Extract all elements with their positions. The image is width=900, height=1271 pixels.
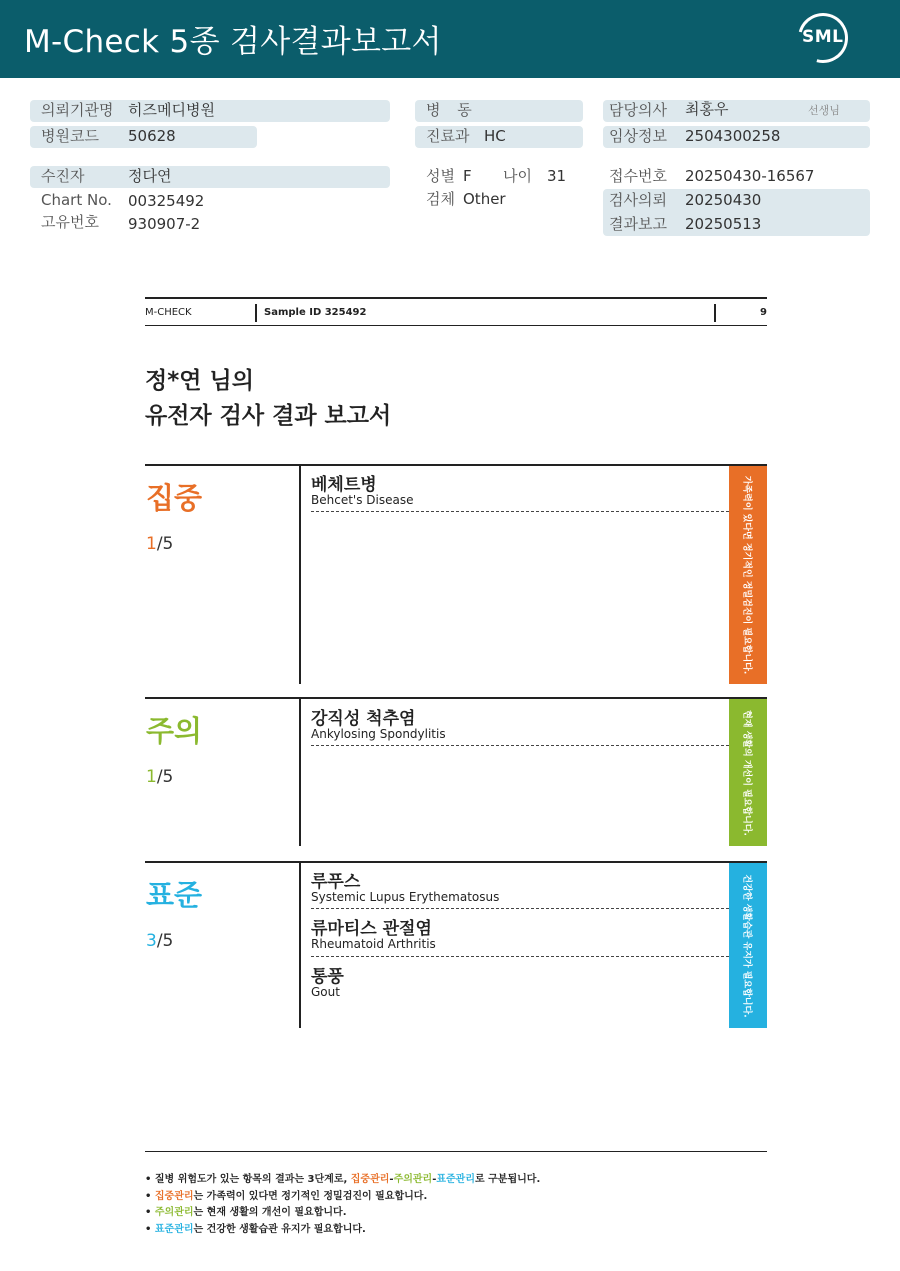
reception-label: 접수번호: [609, 167, 667, 185]
patient-value: 정다연: [128, 167, 172, 185]
header-bar: [0, 0, 900, 78]
logo-text: SML: [802, 27, 844, 47]
chart-label: Chart No.: [41, 191, 112, 209]
standard-count-highlight: 3: [146, 931, 157, 951]
disease-divider: [311, 956, 729, 957]
institution-label: 의뢰기관명: [41, 101, 114, 119]
footnote-dash: -: [432, 1174, 437, 1185]
hospital-code-value: 50628: [128, 127, 176, 145]
footnote-caution: 주의관리: [154, 1207, 194, 1218]
sml-logo: [794, 11, 854, 65]
report-header-left: M-CHECK: [145, 307, 192, 318]
section-standard-label: 표준: [146, 878, 203, 912]
chart-value: 00325492: [128, 192, 205, 210]
section-caution-divider: [299, 697, 301, 846]
disease-name-en: Behcet's Disease: [311, 493, 414, 507]
disease-name-ko: 베체트병: [311, 475, 377, 495]
footnote-rule: [145, 1151, 767, 1152]
footnote-text: 질병 위험도가 있는 항목의 결과는 3단계로,: [154, 1174, 351, 1185]
sample-id: Sample ID 325492: [264, 307, 367, 318]
hospital-code-label: 병원코드: [41, 127, 99, 145]
sex-value: F: [463, 167, 472, 185]
footnote-text: 는 가족력이 있다면 정기적인 정밀검진이 필요합니다.: [193, 1191, 428, 1202]
footnote-standard: 표준관리: [436, 1174, 475, 1185]
footnote-2: [145, 1187, 427, 1202]
bullet: •: [145, 1174, 152, 1185]
disease-name-ko: 통풍: [311, 967, 344, 987]
doctor-label: 담당의사: [609, 101, 667, 119]
result-label: 결과보고: [609, 215, 667, 233]
disease-name-ko: 강직성 척추염: [311, 709, 416, 729]
footnote-4: [145, 1220, 366, 1235]
institution-value: 히즈메디병원: [128, 101, 215, 119]
section-focus-sidebar: [729, 466, 767, 684]
ward-label: 병 동: [426, 101, 478, 119]
disease-name-ko: 루푸스: [311, 872, 361, 892]
request-label: 검사의뢰: [609, 191, 667, 209]
disease-name-en: Systemic Lupus Erythematosus: [311, 890, 500, 904]
section-standard-divider: [299, 861, 301, 1028]
bullet: •: [145, 1207, 152, 1218]
section-focus-count: [146, 534, 173, 554]
result-value: 20250513: [685, 215, 762, 233]
doctor-value: 최홍우: [685, 100, 729, 118]
disease-name-ko: 류마티스 관절염: [311, 919, 432, 939]
request-value: 20250430: [685, 191, 762, 209]
footnote-standard: 표준관리: [154, 1224, 194, 1235]
footnote-caution: 주의관리: [393, 1174, 433, 1185]
section-focus-top-rule: [145, 464, 767, 466]
report-title-line1: 정*연 님의: [145, 368, 254, 394]
disease-name-en: Rheumatoid Arthritis: [311, 937, 436, 951]
header-separator: [714, 304, 716, 322]
age-label: 나이: [503, 167, 532, 185]
caution-count-highlight: 1: [146, 767, 157, 787]
unique-value: 930907-2: [128, 215, 201, 233]
caution-count-total: /5: [156, 767, 174, 787]
focus-side-note: 가족력이 있다면 정기적인 정밀검진이 필요합니다.: [741, 475, 752, 675]
focus-count-highlight: 1: [146, 534, 157, 554]
standard-count-total: /5: [156, 931, 174, 951]
report-header-bottom-rule: [145, 325, 767, 326]
unique-label: 고유번호: [41, 213, 99, 231]
footnote-text: 는 현재 생활의 개선이 필요합니다.: [193, 1207, 347, 1218]
disease-divider: [311, 908, 729, 909]
report-title-line2: 유전자 검사 결과 보고서: [145, 403, 392, 429]
footnote-text: 로 구분됩니다.: [475, 1174, 541, 1185]
section-caution-count: [146, 767, 173, 787]
footnote-dash: -: [389, 1174, 394, 1185]
specimen-label: 검체: [426, 190, 455, 208]
footnote-3: [145, 1203, 347, 1218]
section-standard-sidebar: [729, 863, 767, 1028]
section-standard-count: [146, 931, 173, 951]
doctor-suffix: 선생님: [808, 104, 840, 117]
department-value: HC: [484, 127, 506, 145]
section-caution-label: 주의: [146, 714, 203, 748]
specimen-value: Other: [463, 190, 506, 208]
section-focus-divider: [299, 464, 301, 684]
page-number: 9: [760, 307, 767, 318]
disease-name-en: Ankylosing Spondylitis: [311, 727, 446, 741]
footnote-focus: 집중관리: [350, 1174, 390, 1185]
report-top-rule: [145, 297, 767, 299]
footnote-focus: 집중관리: [154, 1191, 194, 1202]
standard-side-note: 건강한 생활습관 유지가 필요합니다.: [741, 873, 752, 1018]
department-label: 진료과: [426, 127, 470, 145]
report-title: M-Check 5종 검사결과보고서: [24, 24, 442, 60]
disease-name-en: Gout: [311, 985, 340, 999]
footnote-text: 는 건강한 생활습관 유지가 필요합니다.: [193, 1224, 366, 1235]
clinical-label: 임상정보: [609, 127, 667, 145]
clinical-value: 2504300258: [685, 127, 781, 145]
focus-count-total: /5: [156, 534, 174, 554]
section-standard-top-rule: [145, 861, 767, 863]
section-caution-top-rule: [145, 697, 767, 699]
footnote-1: [145, 1170, 540, 1185]
sex-label: 성별: [426, 167, 455, 185]
bullet: •: [145, 1191, 152, 1202]
section-caution-sidebar: [729, 699, 767, 846]
patient-label: 수진자: [41, 167, 85, 185]
header-separator: [255, 304, 257, 322]
disease-divider: [311, 745, 729, 746]
disease-divider: [311, 511, 729, 512]
bullet: •: [145, 1224, 152, 1235]
age-value: 31: [547, 167, 567, 185]
reception-value: 20250430-16567: [685, 167, 815, 185]
caution-side-note: 현재 생활의 개선이 필요합니다.: [741, 709, 752, 836]
section-focus-label: 집중: [146, 481, 203, 515]
